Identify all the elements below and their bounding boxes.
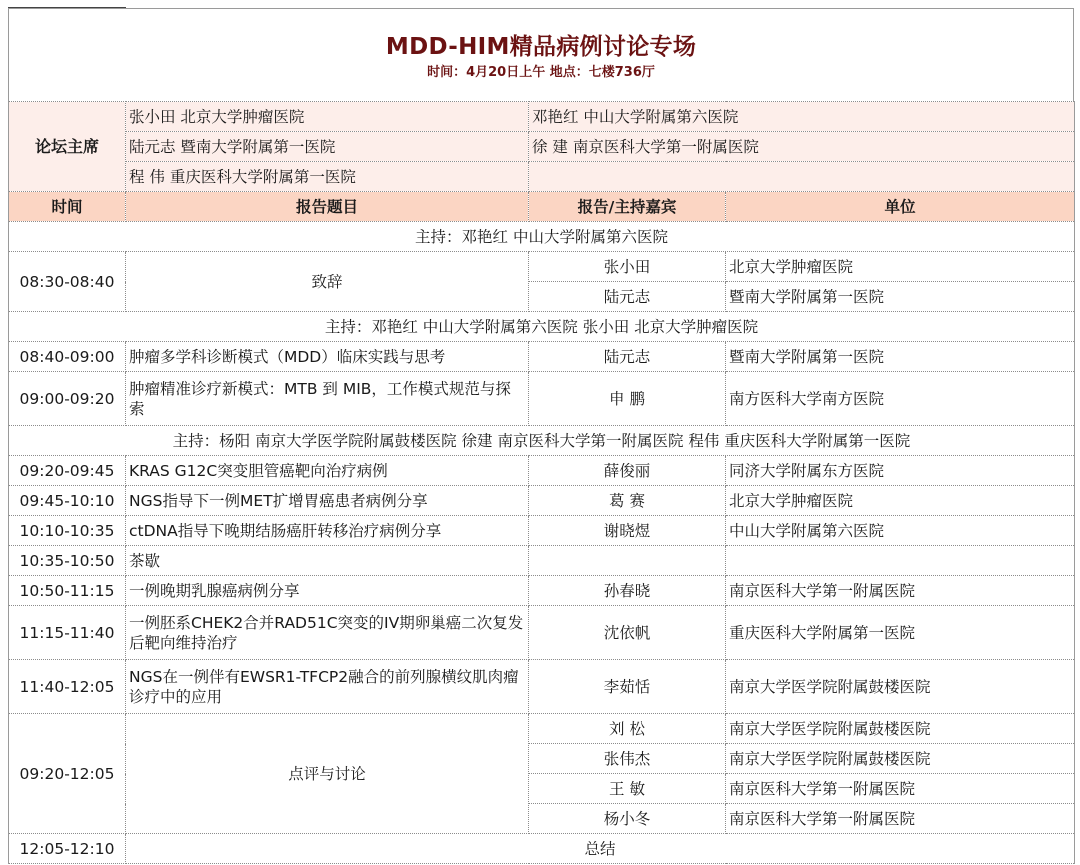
time-cell: 09:45-10:10 <box>9 486 126 516</box>
schedule-table <box>8 101 1075 864</box>
time-cell: 09:00-09:20 <box>9 372 126 426</box>
table-row <box>9 342 1075 372</box>
unit-cell: 南京医科大学第一附属医院 <box>726 774 1075 804</box>
schedule-document <box>8 8 1074 864</box>
topic-cell: NGS在一例伴有EWSR1-TFCP2融合的前列腺横纹肌肉瘤诊疗中的应用 <box>126 660 529 714</box>
column-header-topic: 报告题目 <box>126 192 529 222</box>
topic-cell: 茶歇 <box>126 546 529 576</box>
speaker-cell: 孙春晓 <box>529 576 726 606</box>
unit-cell: 南京医科大学第一附属医院 <box>726 804 1075 834</box>
topic-cell: 肿瘤多学科诊断模式（MDD）临床实践与思考 <box>126 342 529 372</box>
time-cell: 10:10-10:35 <box>9 516 126 546</box>
time-cell: 10:35-10:50 <box>9 546 126 576</box>
speaker-cell: 申 鹏 <box>529 372 726 426</box>
unit-cell: 北京大学肿瘤医院 <box>726 486 1075 516</box>
column-header-time: 时间 <box>9 192 126 222</box>
time-cell: 08:40-09:00 <box>9 342 126 372</box>
unit-cell-empty <box>726 546 1075 576</box>
unit-cell: 南京大学医学院附属鼓楼医院 <box>726 714 1075 744</box>
forum-row <box>9 162 1075 192</box>
forum-chair: 陆元志 暨南大学附属第一医院 <box>126 132 529 162</box>
unit-cell: 南京医科大学第一附属医院 <box>726 576 1075 606</box>
table-row <box>9 714 1075 744</box>
topic-cell: 肿瘤精准诊疗新模式：MTB 到 MIB，工作模式规范与探索 <box>126 372 529 426</box>
speaker-cell: 谢晓煜 <box>529 516 726 546</box>
forum-row <box>9 132 1075 162</box>
unit-cell: 暨南大学附属第一医院 <box>726 282 1075 312</box>
speaker-cell: 薛俊丽 <box>529 456 726 486</box>
table-row <box>9 372 1075 426</box>
session-host-row <box>9 222 1075 252</box>
page-title: MDD-HIM精品病例讨论专场 <box>385 34 697 60</box>
session-host: 主持：邓艳红 中山大学附属第六医院 张小田 北京大学肿瘤医院 <box>9 312 1075 342</box>
forum-chair: 邓艳红 中山大学附属第六医院 <box>529 102 1075 132</box>
unit-cell: 中山大学附属第六医院 <box>726 516 1075 546</box>
schedule-header <box>8 8 1074 101</box>
speaker-cell: 陆元志 <box>529 342 726 372</box>
speaker-cell-empty <box>529 546 726 576</box>
topic-cell: 点评与讨论 <box>126 714 529 834</box>
unit-cell: 南方医科大学南方医院 <box>726 372 1075 426</box>
topic-cell: ctDNA指导下晚期结肠癌肝转移治疗病例分享 <box>126 516 529 546</box>
speaker-cell: 张小田 <box>529 252 726 282</box>
table-row <box>9 660 1075 714</box>
time-cell: 11:40-12:05 <box>9 660 126 714</box>
unit-cell: 南京大学医学院附属鼓楼医院 <box>726 660 1075 714</box>
table-row <box>9 606 1075 660</box>
topic-cell: 总结 <box>126 834 1075 864</box>
speaker-cell: 张伟杰 <box>529 744 726 774</box>
time-cell: 12:05-12:10 <box>9 834 126 864</box>
forum-chair: 张小田 北京大学肿瘤医院 <box>126 102 529 132</box>
session-host-row <box>9 426 1075 456</box>
time-cell: 11:15-11:40 <box>9 606 126 660</box>
time-cell: 10:50-11:15 <box>9 576 126 606</box>
unit-cell: 南京大学医学院附属鼓楼医院 <box>726 744 1075 774</box>
table-row <box>9 576 1075 606</box>
unit-cell: 同济大学附属东方医院 <box>726 456 1075 486</box>
session-host-row <box>9 312 1075 342</box>
session-host: 主持：邓艳红 中山大学附属第六医院 <box>9 222 1075 252</box>
table-row <box>9 546 1075 576</box>
table-row <box>9 456 1075 486</box>
speaker-cell: 陆元志 <box>529 282 726 312</box>
session-host: 主持：杨阳 南京大学医学院附属鼓楼医院 徐建 南京医科大学第一附属医院 程伟 重庆医科大学附属第一医院 <box>9 426 1075 456</box>
topic-cell: 一例胚系CHEK2合并RAD51C突变的IV期卵巢癌二次复发后靶向维持治疗 <box>126 606 529 660</box>
speaker-cell: 沈依帆 <box>529 606 726 660</box>
forum-chair: 徐 建 南京医科大学第一附属医院 <box>529 132 1075 162</box>
column-header-speaker: 报告/主持嘉宾 <box>529 192 726 222</box>
table-row <box>9 486 1075 516</box>
time-cell: 09:20-09:45 <box>9 456 126 486</box>
forum-row <box>9 102 1075 132</box>
time-cell: 09:20-12:05 <box>9 714 126 834</box>
topic-cell: 一例晚期乳腺癌病例分享 <box>126 576 529 606</box>
table-row <box>9 516 1075 546</box>
table-row <box>9 834 1075 864</box>
speaker-cell: 李茹恬 <box>529 660 726 714</box>
forum-chair: 程 伟 重庆医科大学附属第一医院 <box>126 162 529 192</box>
topic-cell: NGS指导下一例MET扩增胃癌患者病例分享 <box>126 486 529 516</box>
page-subtitle: 时间：4月20日上午 地点：七楼736厅 <box>427 65 655 80</box>
topic-cell: 致辞 <box>126 252 529 312</box>
speaker-cell: 杨小冬 <box>529 804 726 834</box>
forum-chair-empty <box>529 162 1075 192</box>
unit-cell: 暨南大学附属第一医院 <box>726 342 1075 372</box>
speaker-cell: 葛 赛 <box>529 486 726 516</box>
topic-cell: KRAS G12C突变胆管癌靶向治疗病例 <box>126 456 529 486</box>
forum-label: 论坛主席 <box>9 102 126 192</box>
column-header-unit: 单位 <box>726 192 1075 222</box>
speaker-cell: 王 敏 <box>529 774 726 804</box>
time-cell: 08:30-08:40 <box>9 252 126 312</box>
column-header-row <box>9 192 1075 222</box>
unit-cell: 北京大学肿瘤医院 <box>726 252 1075 282</box>
unit-cell: 重庆医科大学附属第一医院 <box>726 606 1075 660</box>
speaker-cell: 刘 松 <box>529 714 726 744</box>
table-row <box>9 252 1075 282</box>
